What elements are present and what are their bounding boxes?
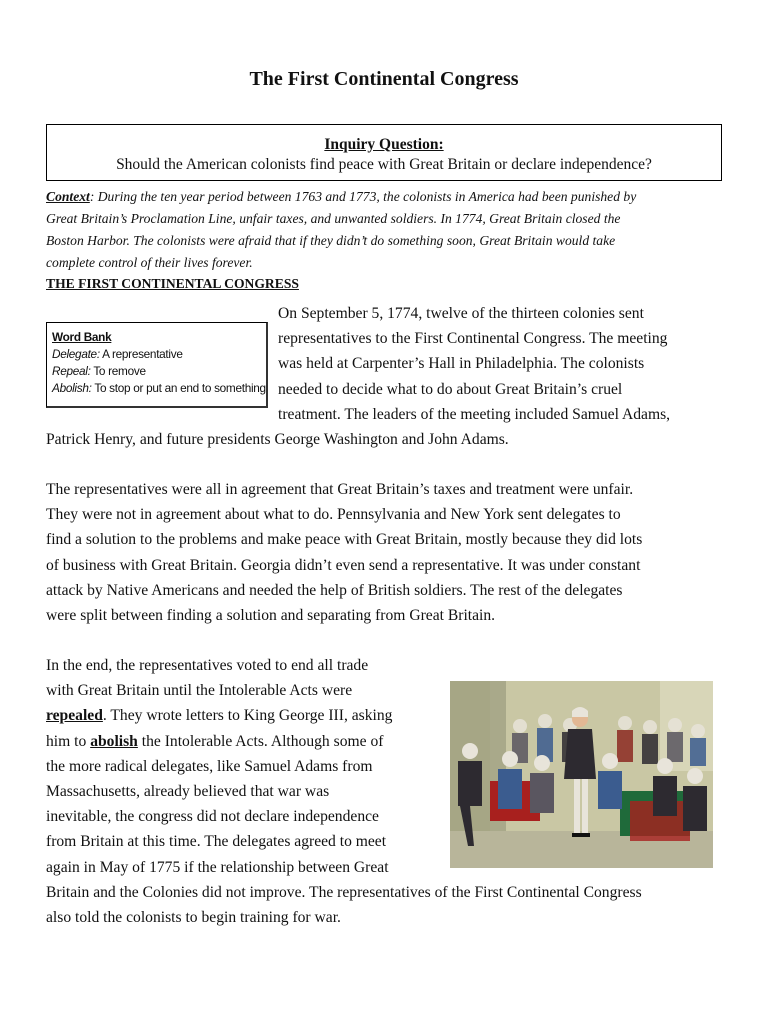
page-title: The First Continental Congress xyxy=(249,68,519,90)
text-line: was held at Carpenter’s Hall in Philadelphia. The colonists xyxy=(278,355,645,373)
word-bank-definition: To stop or put an end to something xyxy=(91,381,266,395)
context-line: : During the ten year period between 1763 and 1773, the colonists in America had been punished by xyxy=(89,189,637,204)
congress-painting-illustration xyxy=(450,681,713,868)
inquiry-question: Should the American colonists find peace with Great Britain or declare independence? xyxy=(116,156,652,173)
word-bank-title: Word Bank xyxy=(52,330,112,344)
text-line xyxy=(46,729,430,754)
word-bank-definition: To remove xyxy=(90,364,146,378)
text-line: inevitable, the congress did not declare independence xyxy=(46,808,379,826)
context-line: Great Britain’s Proclamation Line, unfair taxes, and unwanted soldiers. In 1774, Great Britain closed the xyxy=(46,211,621,226)
context-line: Boston Harbor. The colonists were afraid that if they didn’t do something soon, Great Britain would take xyxy=(46,233,616,248)
text-line: Patrick Henry, and future presidents George Washington and John Adams. xyxy=(46,431,509,448)
word-bank-term: Delegate: xyxy=(52,347,100,361)
text-line: treatment. The leaders of the meeting included Samuel Adams, xyxy=(278,405,671,423)
context-label: Context xyxy=(46,189,90,204)
text-line xyxy=(46,703,430,728)
text-span: the Intolerable Acts. Although some of xyxy=(137,732,384,750)
context-paragraph xyxy=(46,186,726,274)
word-bank-entry xyxy=(52,363,262,380)
text-line: The representatives were all in agreement that Great Britain’s taxes and treatment were unfair. xyxy=(46,481,634,498)
text-span: . They wrote letters to King George III, asking xyxy=(102,707,393,725)
word-bank-definition: A representative xyxy=(99,347,183,361)
word-bank-entry xyxy=(52,380,266,397)
paragraph-3-bottom xyxy=(46,880,736,930)
congress-painting xyxy=(450,681,713,868)
text-line: Massachusetts, already believed that war was xyxy=(46,783,330,801)
paragraph-2 xyxy=(46,477,736,628)
text-line: from Britain at this time. The delegates agreed to meet xyxy=(46,833,387,851)
paragraph-1-bottom xyxy=(46,427,736,452)
vocab-word-repealed: repealed xyxy=(46,707,103,725)
text-line: Britain and the Colonies did not improve. The representatives of the First Continental Congress xyxy=(46,884,642,901)
context-line: complete control of their lives forever. xyxy=(46,255,253,270)
text-line: They were not in agreement about what to do. Pennsylvania and New York sent delegates to xyxy=(46,506,621,524)
text-line: also told the colonists to begin training for war. xyxy=(46,909,341,927)
text-line: find a solution to the problems and make peace with Great Britain, mostly because they did lots xyxy=(46,531,643,549)
text-span: him to xyxy=(46,732,91,750)
paragraph-3-left xyxy=(46,653,430,880)
text-line: with Great Britain until the Intolerable Acts were xyxy=(46,682,353,700)
text-line: representatives to the First Continental Congress. The meeting xyxy=(278,330,668,348)
word-bank-term: Abolish: xyxy=(52,381,92,395)
text-line: of business with Great Britain. Georgia didn’t even send a representative. It was under constant xyxy=(46,556,641,574)
word-bank-term: Repeal: xyxy=(52,364,91,378)
text-line: needed to decide what to do about Great Britain’s cruel xyxy=(278,380,623,398)
section-heading: THE FIRST CONTINENTAL CONGRESS xyxy=(46,276,299,291)
inquiry-box xyxy=(46,124,722,181)
inquiry-label: Inquiry Question: xyxy=(324,136,444,153)
text-line: In the end, the representatives voted to end all trade xyxy=(46,657,369,674)
word-bank xyxy=(46,322,268,408)
vocab-word-abolish: abolish xyxy=(90,732,138,750)
paragraph-1-top xyxy=(278,301,724,427)
text-line: the more radical delegates, like Samuel Adams from xyxy=(46,757,373,775)
text-line: again in May of 1775 if the relationship between Great xyxy=(46,858,389,876)
text-line: On September 5, 1774, twelve of the thirteen colonies sent xyxy=(278,305,644,322)
text-line: attack by Native Americans and needed the help of British soldiers. The rest of the delegates xyxy=(46,581,623,599)
text-line: were split between finding a solution and separating from Great Britain. xyxy=(46,607,496,625)
word-bank-entry xyxy=(52,346,262,363)
